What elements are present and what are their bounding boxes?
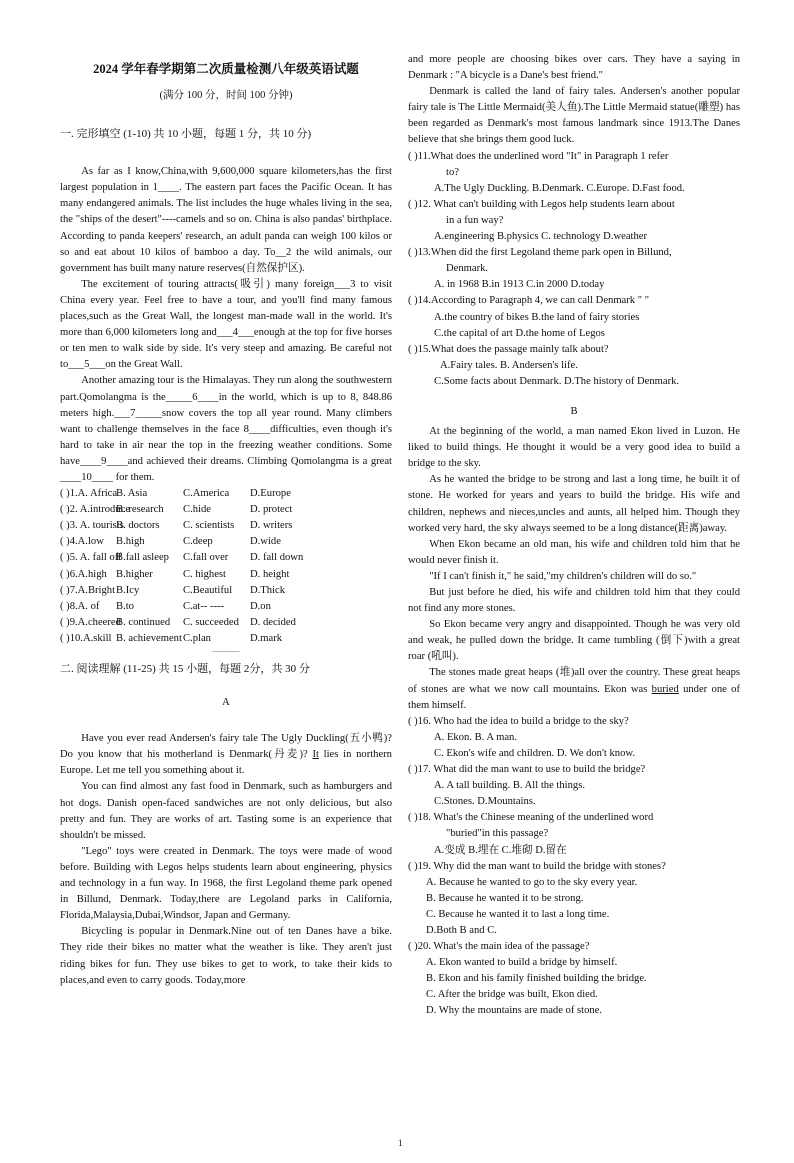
cloze-paragraph: As far as I know,China,with 9,600,000 square kilometers,has the first largest population in 1____. The eastern part faces the Pacific Ocean. It has many endangered animals. The list includes the huge whales living in the sea, the "ships of the desert"----camels and so on. China is also pandas' birthplace. According to panda keepers' research, an adult panda can weigh 100 kilos or so and eat about 10 kilos of bamboo a day. To__2 the wild animals, our government has built many nature reserves(自然保护区).	[60, 166, 392, 274]
passage-a-paragraph: Have you ever read Andersen's fairy tale The Ugly Duckling(五小鸭)?Do you know that his motherland is Denmark(丹麦)? It lies in northern Europe. Let me tell you something about it.	[60, 733, 392, 777]
cloze-passage	[60, 164, 392, 486]
cloze-question: ( )8.A. of B.to C.at-- ---- D.on	[60, 600, 271, 612]
passage-b-paragraph: As he wanted the bridge to be strong and last a long time, he built it of stone. He worked for years and years to build the bridge. His wife and children, nephews and nieces,uncles and aunts, all helped him. Though they worked very hard, the sky always seemed to be a long distance(距离)away.	[408, 474, 740, 534]
cloze-question: ( )2. A.introduce B. research C.hide D. protect	[60, 504, 293, 516]
exam-subtitle: (满分 100 分，时间 100 分钟)	[159, 90, 293, 101]
passage-b-paragraph: "If I can't finish it," he said,"my children's children will do so."	[429, 570, 697, 582]
reading-question: ( )15.What does the passage mainly talk about? A.Fairy tales. B. Andersen's life. C.Some facts about Denmark. D.The history of Denmark.	[408, 343, 680, 387]
reading-question: ( )13.When did the first Legoland theme park open in Billund, Denmark. A. in 1968 B.in 1913 C.in 2000 D.today	[408, 247, 672, 291]
passage-b-paragraph: But just before he died, his wife and children told him that they could not find any more stones.	[408, 587, 740, 615]
reading-question: ( )14.According to Paragraph 4, we can call Denmark " " A.the country of bikes B.the land of fairy stories C.the capital of art D.the home of Legos	[408, 295, 650, 339]
left-column	[60, 50, 392, 989]
reading-question: ( )19. Why did the man want to build the bridge with stones? A. Because he wanted to go to the sky every year. B. Because he wanted it to be strong. C. Because he wanted it to last a long time. D.Both B and C.	[408, 860, 666, 936]
cloze-paragraph: The excitement of touring attracts(吸引) many foreign___3 to visit China every year. Feel free to have a tour, and you'll find many famous places,such as the Great Wall, the longest man-made wall in the world. It's more than 6,000 kilometers long and___4___enough at the top for five horses or ten men to walk side by side. It's very steep and amazing. Be careful not to___5___on the Great Wall.	[60, 278, 392, 371]
cloze-question: ( )10.A.skill B. achievement C.plan D.mark	[60, 632, 283, 644]
section1-heading: 一. 完形填空 (1-10) 共 10 小题，每题 1 分，共 10 分)	[60, 128, 312, 141]
passage-a-paragraph: Bicycling is popular in Denmark.Nine out of ten Danes have a bike. They ride their bikes no matter what the weather is like. They aren't just riding bikes for fun. They use bikes to get to work, to take their kids to places,and even to carry goods. Today,more	[60, 926, 392, 986]
cloze-question: ( )6.A.high B.higher C. highest D. height	[60, 568, 290, 580]
cloze-question: ( )1.A. Africa B. Asia C.America D.Europe	[60, 488, 291, 500]
cloze-question: ( )3. A. tourists B. doctors C. scientists D. writers	[60, 520, 293, 532]
passage-a-paragraph: You can find almost any fast food in Denmark, such as hamburgers and hot dogs. Danish open-faced sandwiches are not only delicious, but also pretty and fun. They are works of art. Tasting some is an experience that shouldn't be missed.	[60, 781, 392, 841]
page-number: 1	[398, 1138, 403, 1148]
right-column	[408, 52, 740, 1020]
passage-b-paragraph: At the beginning of the world, a man named Ekon lived in Luzon. He liked to build things. He thought it would be a very good idea to build a bridge to the sky.	[408, 426, 740, 470]
exam-title: 2024 学年春学期第二次质量检测八年级英语试题	[93, 62, 359, 76]
passage-b-paragraph: So Ekon became very angry and disappointed. Though he was very old and weak, he pulled down the bridge. It came tumbling (倒下)with a great roar (吼叫).	[408, 619, 740, 663]
passage-a-paragraph: Denmark is called the land of fairy tales. Andersen's another popular fairy tale is The Little Mermaid(美人鱼).The Little Mermaid statue(雕塑) has been regarded as Denmark's most famous landmark since 1913.The Danes believe that she brings them good luck.	[408, 86, 740, 146]
passage-b-paragraph: The stones made great heaps (堆)all over the country. These great heaps of stones are what we now call mountains. Ekon was buried under one of them himself.	[408, 667, 740, 711]
passage-a-label: A	[222, 697, 230, 709]
reading-question: ( )12. What can't building with Legos help students learn about in a fun way? A.engineering B.physics C. technology D.weather	[408, 198, 675, 243]
cloze-question: ( )9.A.cheered B. continued C. succeeded D. decided	[60, 616, 296, 628]
separator: ———	[212, 646, 240, 656]
cloze-question: ( )5. A. fall off B.fall asleep C.fall over D. fall down	[60, 552, 304, 564]
reading-question: ( )16. Who had the idea to build a bridge to the sky? A. Ekon. B. A man. C. Ekon's wife and children. D. We don't know.	[408, 715, 635, 759]
passage-a-paragraph: "Lego" toys were created in Denmark. The toys were made of wood before. Building with Legos helps students learn about engineering, physics and technology in a fun way. In 1968, the first Legoland theme park opened in Billund, Denmark. Today,there are Legoland parks in California, Florida,Malaysia,Dubai,Windsor, Japan and Germany.	[60, 845, 392, 922]
reading-question: ( )17. What did the man want to use to build the bridge? A. A tall building. B. All the things. C.Stones. D.Mountains.	[408, 764, 646, 808]
passage-b-paragraph: When Ekon became an old man, his wife and children told him that he would never finish it.	[408, 538, 740, 566]
reading-question: ( )20. What's the main idea of the passage? A. Ekon wanted to build a bridge by himself. B. Ekon and his family finished building the bridge. C. After the bridge was built, Ekon died. D. Why the mountains are made of stone.	[408, 941, 647, 1017]
passage-b-label: B	[570, 405, 578, 417]
cloze-questions	[60, 486, 392, 647]
section2-heading: 二. 阅读理解 (11-25) 共 15 小题，每题 2分，共 30 分	[60, 663, 310, 675]
cloze-question: ( )4.A.low B.high C.deep D.wide	[60, 536, 281, 548]
reading-question: ( )11.What does the underlined word "It" in Paragraph 1 refer to? A.The Ugly Duckling. B.Denmark. C.Europe. D.Fast food.	[408, 150, 685, 194]
reading-question: ( )18. What's the Chinese meaning of the underlined word "buried"in this passage? A.变成 B.埋在 C.堆砌 D.留在	[408, 812, 654, 856]
cloze-question: ( )7.A.Bright B.Icy C.Beautiful D.Thick	[60, 584, 286, 596]
cloze-paragraph: Another amazing tour is the Himalayas. They run along the southwestern part.Qomolangma is the_____6____in the world, which is up to 8, 848.86 meters high.___7_____snow covers the top all year round. Many climbers want to challenge themselves in the face 8____difficulties, even though it's hard to take in air near the top in the freezing weather conditions. Some have____9____and achieved their dreams. Climbing Qomolangma is a great ____10____ for them.	[60, 375, 392, 483]
passage-a-paragraph: and more people are choosing bikes over cars. They have a saying in Denmark : "A bicycle is a Dane's best friend."	[408, 54, 740, 82]
